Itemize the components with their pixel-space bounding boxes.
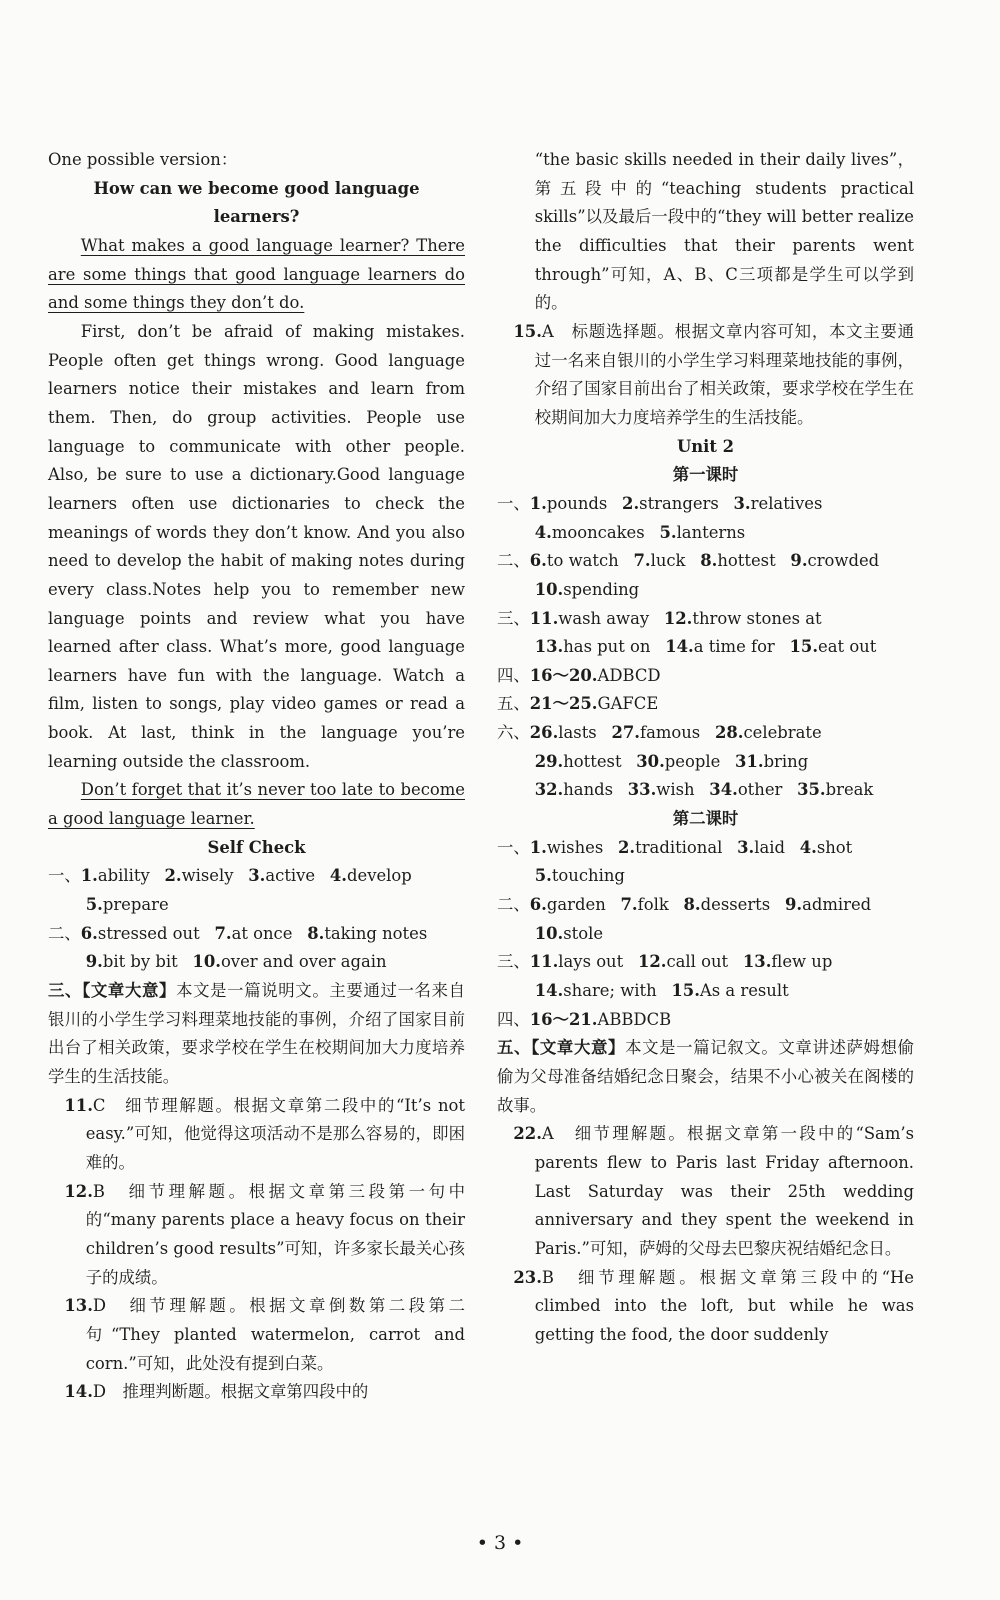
lesson-2-heading: 第二课时 [672, 809, 739, 829]
answer-row: 一、1.pounds 2.strangers 3.relatives [497, 493, 823, 513]
answer-row: 二、6.stressed out 7.at once 8.taking notes [48, 923, 428, 943]
answer-row: 10.spending [534, 579, 640, 599]
section-marker: 二、 [497, 551, 530, 571]
question-13-explanation: 13.D 细节理解题。根据文章倒数第二段第二句“They planted watermelon, carrot and corn.”可知，此处没有提到白菜。 [64, 1296, 465, 1373]
section-marker: 六、 [497, 723, 530, 743]
right-column [497, 146, 914, 1350]
answer-row: 4.mooncakes 5.lanterns [534, 522, 746, 542]
summary-label: 五、【文章大意】 [497, 1038, 626, 1058]
answer-row: 五、21～25.GAFCE [497, 694, 659, 714]
answer-row: 一、1.ability 2.wisely 3.active 4.develop [48, 866, 412, 886]
answer-row: 六、26.lasts 27.famous 28.celebrate [497, 723, 822, 743]
section-marker: 三、 [497, 952, 530, 972]
answer-row: 10.stole [534, 923, 604, 943]
essay-title: How can we become good language learners? [93, 178, 420, 227]
unit-heading: Unit 2 [676, 436, 735, 456]
section-marker: 一、 [497, 837, 530, 857]
page-number: • 3 • [476, 1532, 524, 1554]
summary-text: 本文是一篇记叙文。文章讲述萨姆想偷偷为父母准备结婚纪念日聚会，结果不小心被关在阁楼的故事。 [497, 1038, 914, 1115]
answer-row: 14.share; with 15.As a result [534, 981, 789, 1001]
answer-row: 32.hands 33.wish 34.other 35.break [534, 780, 874, 800]
answer-row: 9.bit by bit 10.over and over again [85, 952, 387, 972]
answer-row: 二、6.garden 7.folk 8.desserts 9.admired [497, 895, 872, 915]
question-23-explanation: 23.B 细节理解题。根据文章第三段中的“He climbed into the loft, but while he was getting the food, the door suddenly [513, 1267, 914, 1344]
answer-row: 四、16～20.ADBCD [497, 665, 661, 685]
section-marker: 五、 [497, 694, 530, 714]
lesson-1-heading: 第一课时 [672, 465, 739, 485]
answer-row: 二、6.to watch 7.luck 8.hottest 9.crowded [497, 551, 880, 571]
question-15-explanation: 15.A 标题选择题。根据文章内容可知，本文主要通过一名来自银川的小学生学习料理菜地技能的事例，介绍了国家目前出台了相关政策，要求学校在学生在校期间加大力度培养学生的生活技能。 [513, 321, 914, 427]
left-column [48, 146, 465, 1407]
answer-row: 三、11.lays out 12.call out 13.flew up [497, 952, 833, 972]
answer-row: 四、16～21.ABBDCB [497, 1009, 672, 1029]
question-14-explanation: 14.D 推理判断题。根据文章第四段中的 [64, 1382, 369, 1402]
answer-row: 5.prepare [85, 895, 169, 915]
article-summary [48, 977, 465, 1092]
question-11-explanation: 11.C 细节理解题。根据文章第二段中的“It’s not easy.”可知，他觉得这项活动不是那么容易的，即困难的。 [64, 1095, 465, 1172]
essay-paragraph-2: First, don’t be afraid of making mistakes. People often get things wrong. Good language learners notice their mistakes and learn from them. Then, do group activities. People use language to communicate with other people. Also, be sure to use a dictionary.Good language learners often use dictionaries to check the meanings of words they don’t know. And you also need to develop the habit of making notes during every class.Notes help you to remember new language points and review what you have learned after class. What’s more, good language learners have fun with the language. Watch a film, listen to songs, play video games or read a book. At last, think in the language you’re learning outside the classroom. [48, 321, 465, 771]
essay-paragraph-1 [48, 232, 465, 318]
section-marker: 二、 [497, 895, 530, 915]
essay-paragraph-3-text: Don’t forget that it’s never too late to become a good language learner. [48, 780, 465, 829]
answer-row: 13.has put on 14.a time for 15.eat out [534, 637, 877, 657]
self-check-heading: Self Check [207, 837, 306, 857]
section-marker: 二、 [48, 923, 81, 943]
section-marker: 一、 [48, 866, 81, 886]
essay-paragraph-3 [48, 776, 465, 833]
section-marker: 一、 [497, 493, 530, 513]
question-14-continued: “the basic skills needed in their daily lives”，第五段中的“teaching students practical skills”以及最后一段中的“they will better realize the difficulties that their parents went through”可知，A、B、C三项都是学生可以学到的。 [534, 150, 914, 313]
section-marker: 四、 [497, 665, 530, 685]
section-marker: 三、 [497, 608, 530, 628]
summary-label: 三、【文章大意】 [48, 981, 177, 1001]
answer-row: 一、1.wishes 2.traditional 3.laid 4.shot [497, 837, 853, 857]
question-22-explanation: 22.A 细节理解题。根据文章第一段中的“Sam’s parents flew to Paris last Friday afternoon. Last Saturday was their 25th wedding anniversary and they spent the weekend in Paris.”可知，萨姆的父母去巴黎庆祝结婚纪念日。 [513, 1124, 914, 1258]
article-summary-2 [497, 1034, 914, 1120]
section-marker: 四、 [497, 1009, 530, 1029]
summary-text: 本文是一篇说明文。主要通过一名来自银川的小学生学习料理菜地技能的事例，介绍了国家目前出台了相关政策，要求学校在学生在校期间加大力度培养学生的生活技能。 [48, 981, 465, 1086]
essay-intro: One possible version： [48, 150, 238, 169]
question-12-explanation: 12.B 细节理解题。根据文章第三段第一句中的“many parents place a heavy focus on their children’s good results”可知，许多家长最关心孩子的成绩。 [64, 1181, 465, 1287]
answer-row: 5.touching [534, 866, 625, 886]
essay-paragraph-1-text: What makes a good language learner? There are some things that good language learners do and some things they don’t do. [48, 235, 465, 313]
answer-row: 29.hottest 30.people 31.bring [534, 751, 809, 771]
answer-row: 三、11.wash away 12.throw stones at [497, 608, 822, 628]
